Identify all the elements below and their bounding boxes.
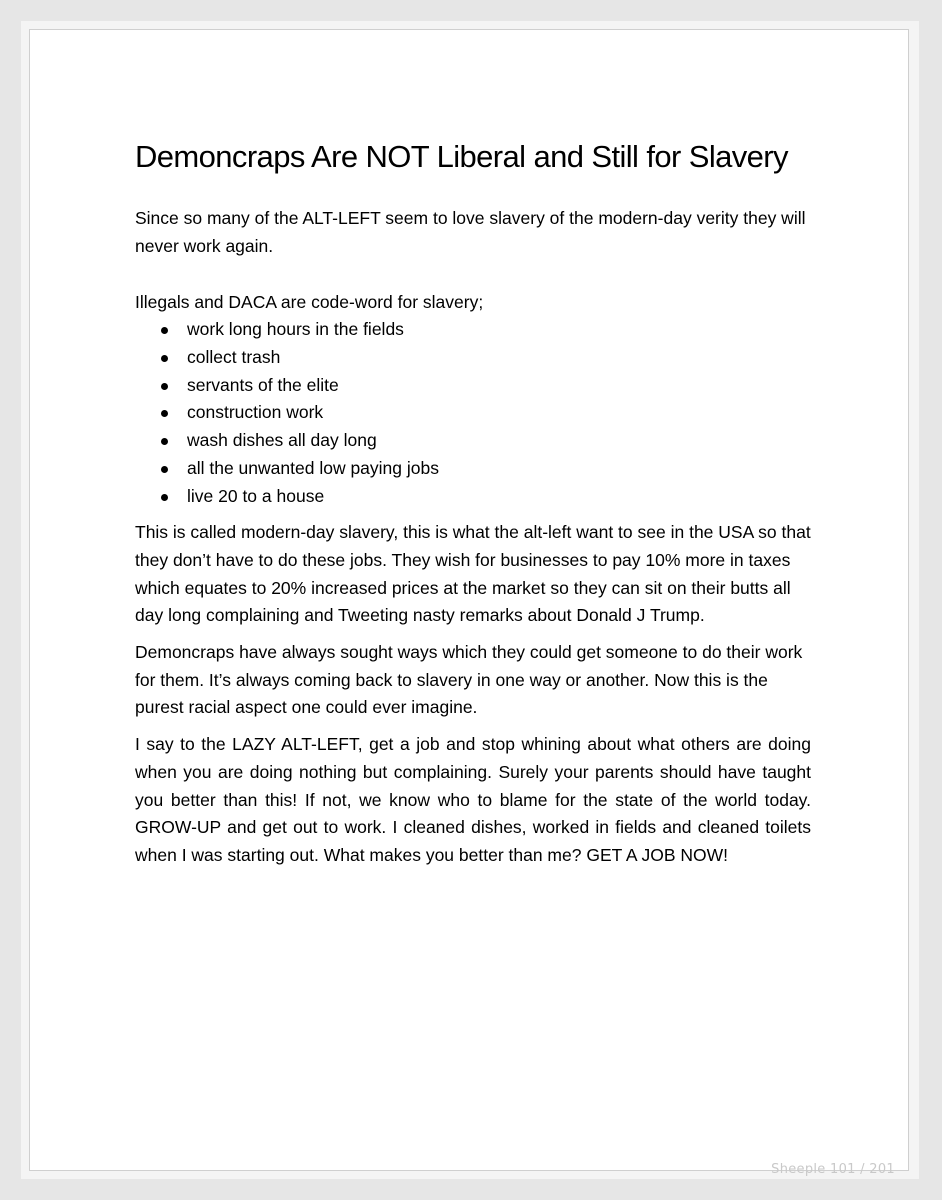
bullet-item: [135, 399, 811, 427]
list-lead-text: Illegals and DACA are code-word for slavery;: [135, 291, 484, 312]
intro-paragraph: Since so many of the ALT-LEFT seem to love slavery of the modern-day verity they will never work again.: [135, 208, 806, 256]
bullet-text: all the unwanted low paying jobs: [187, 457, 439, 478]
bullet-list: [135, 316, 811, 510]
bullet-item: [135, 483, 811, 511]
body-paragraph: I say to the LAZY ALT-LEFT, get a job and stop whining about what others are doing when you are doing nothing but complaining. Surely your parents should have taught you better than this! If not, we know who to blame for the state of the world today. GROW-UP and get out to work. I cleaned dishes, worked in fields and cleaned toilets when I was starting out. What makes you better than me? GET A JOB NOW!: [135, 734, 811, 865]
document-title: Demoncraps Are NOT Liberal and Still for Slavery: [135, 139, 788, 174]
bullet-text: servants of the elite: [187, 374, 339, 395]
page-watermark: Sheeple 101 / 201: [771, 1162, 895, 1177]
bullet-icon: [161, 410, 168, 417]
bullet-icon: [161, 383, 168, 390]
bullet-text: collect trash: [187, 347, 281, 367]
bullet-item: [135, 344, 811, 372]
bullet-list-wrapper: [135, 316, 811, 510]
bullet-text: wash dishes all day long: [187, 430, 377, 451]
bullet-text: live 20 to a house: [187, 485, 325, 506]
bullet-icon: [161, 327, 168, 334]
bullet-icon: [161, 494, 168, 501]
page-sheet: [29, 29, 909, 1171]
bullet-icon: [161, 438, 168, 445]
body-paragraph: This is called modern-day slavery, this is what the alt-left want to see in the USA so that they don’t have to do these jobs. They wish for businesses to pay 10% more in taxes which equates to 20% increased prices at the market so they can sit on their butts all day long complaining and Tweeting nasty remarks about Donald J Trump.: [135, 522, 811, 626]
bullet-item: [135, 316, 811, 344]
bullet-item: [135, 427, 811, 455]
bullet-icon: [161, 355, 168, 362]
document-page: [21, 21, 919, 1179]
document-content: [135, 138, 811, 870]
bullet-text: construction work: [187, 402, 324, 423]
bullet-icon: [161, 466, 168, 473]
bullet-text: work long hours in the fields: [187, 319, 404, 340]
body-paragraph: Demoncraps have always sought ways which they could get someone to do their work for them. It’s always coming back to slavery in one way or another. Now this is the purest racial aspect one could ever imagine.: [135, 642, 803, 718]
bullet-item: [135, 455, 811, 483]
bullet-item: [135, 372, 811, 400]
